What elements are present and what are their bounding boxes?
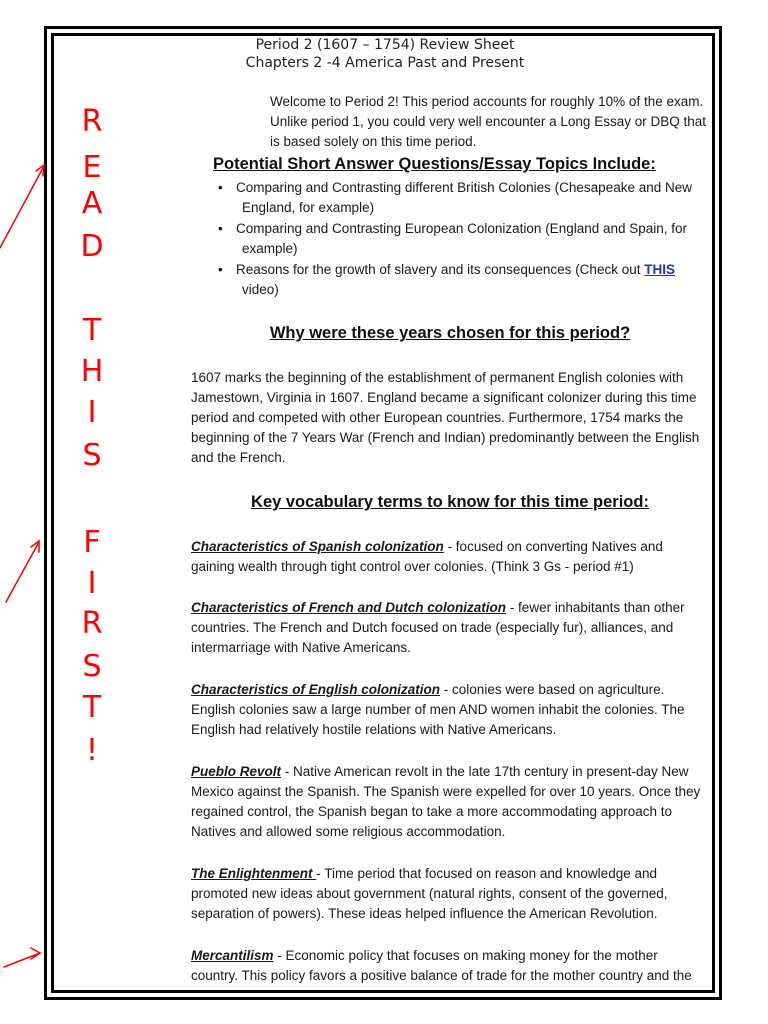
sidebar-letter: R (81, 104, 103, 139)
intro-paragraph: Welcome to Period 2! This period accounts for roughly 10% of the exam. Unlike period 1, you could very well encounter a Long Essay or DBQ that is based solely on this time period. (270, 94, 706, 149)
topics-heading: Potential Short Answer Questions/Essay Topics Include: (213, 155, 656, 173)
vocab-entry: Characteristics of French and Dutch colonization - fewer inhabitants than other countries. The French and Dutch focused on trade (especially fur), alliances, and intermarriage with Native Americans. (191, 600, 685, 655)
sidebar-letter: ! (85, 733, 99, 768)
sidebar-letter: I (87, 395, 97, 430)
vocab-entry: Mercantilism - Economic policy that focuses on making money for the mother country. This policy favors a positive balance of trade for the mother country and the (191, 948, 692, 983)
sidebar-letter: H (80, 354, 104, 389)
sidebar-letter: T (82, 313, 102, 348)
vocab-term: The Enlightenment (191, 866, 317, 881)
vocab-heading: Key vocabulary terms to know for this time period: (251, 493, 649, 511)
list-item: • Comparing and Contrasting European Colonization (England and Spain, for example) (218, 221, 688, 256)
page-border-inner (51, 33, 715, 993)
sheet-title: Period 2 (1607 – 1754) Review Sheet (255, 37, 515, 53)
list-item: • Reasons for the growth of slavery and its consequences (Check out THIS video) (218, 262, 675, 297)
red-arrows (0, 0, 60, 1024)
sidebar-letter: I (87, 566, 97, 601)
vocab-entry: Characteristics of English colonization - colonies were based on agriculture. English colonies saw a large number of men AND women inhabit the colonies. The English had relatively hostile relations with Native Americans. (191, 682, 685, 737)
why-heading: Why were these years chosen for this period? (269, 324, 631, 342)
arrow-bottom-icon (4, 953, 40, 967)
vocab-term: Pueblo Revolt (191, 764, 282, 779)
vocab-term: Mercantilism (191, 948, 274, 963)
vocab-term: Characteristics of French and Dutch colonization (191, 600, 507, 615)
list-item: • Comparing and Contrasting different British Colonies (Chesapeake and New England, for example) (218, 180, 693, 215)
vocab-entry: The Enlightenment - Time period that focused on reason and knowledge and promoted new ideas about government (natural rights, consent of the governed, separation of powers). These ideas helped influence the American Revolution. (191, 866, 668, 921)
sidebar-letter: R (81, 606, 103, 641)
arrow-top-icon (0, 166, 44, 248)
sheet-subtitle: Chapters 2 -4 America Past and Present (245, 55, 525, 71)
sidebar-letter: E (82, 150, 102, 185)
sidebar-letter: T (82, 690, 102, 725)
vocab-entry: Pueblo Revolt - Native American revolt in the late 17th century in present-day New Mexico against the Spanish. The Spanish were expelled for over 10 years. Once they regained control, the Spanish began to take a more accommodating approach to Natives and allowed some religious accommodation. (191, 764, 701, 839)
sidebar-letter: D (80, 229, 104, 264)
topics-list (216, 178, 706, 301)
sidebar-letter: S (82, 438, 102, 473)
vocab-term: Characteristics of English colonization (191, 682, 441, 697)
sidebar-letter: S (82, 649, 102, 684)
sidebar-letter: A (81, 186, 103, 221)
vocab-entry: Characteristics of Spanish colonization - focused on converting Natives and gaining wealth through tight control over colonies. (Think 3 Gs - period #1) (191, 539, 663, 574)
arrow-middle-icon (6, 542, 39, 602)
vocab-term: Characteristics of Spanish colonization (191, 539, 444, 554)
this-video-link[interactable]: THIS (644, 262, 675, 277)
why-paragraph: 1607 marks the beginning of the establishment of permanent English colonies with Jamestown, Virginia in 1607. England became a significant colonizer during this time period and competed with other European countries. Furthermore, 1754 marks the beginning of the 7 Years War (French and Indian) predominantly between the English and the French. (191, 370, 700, 465)
sidebar-letter: F (83, 525, 101, 560)
